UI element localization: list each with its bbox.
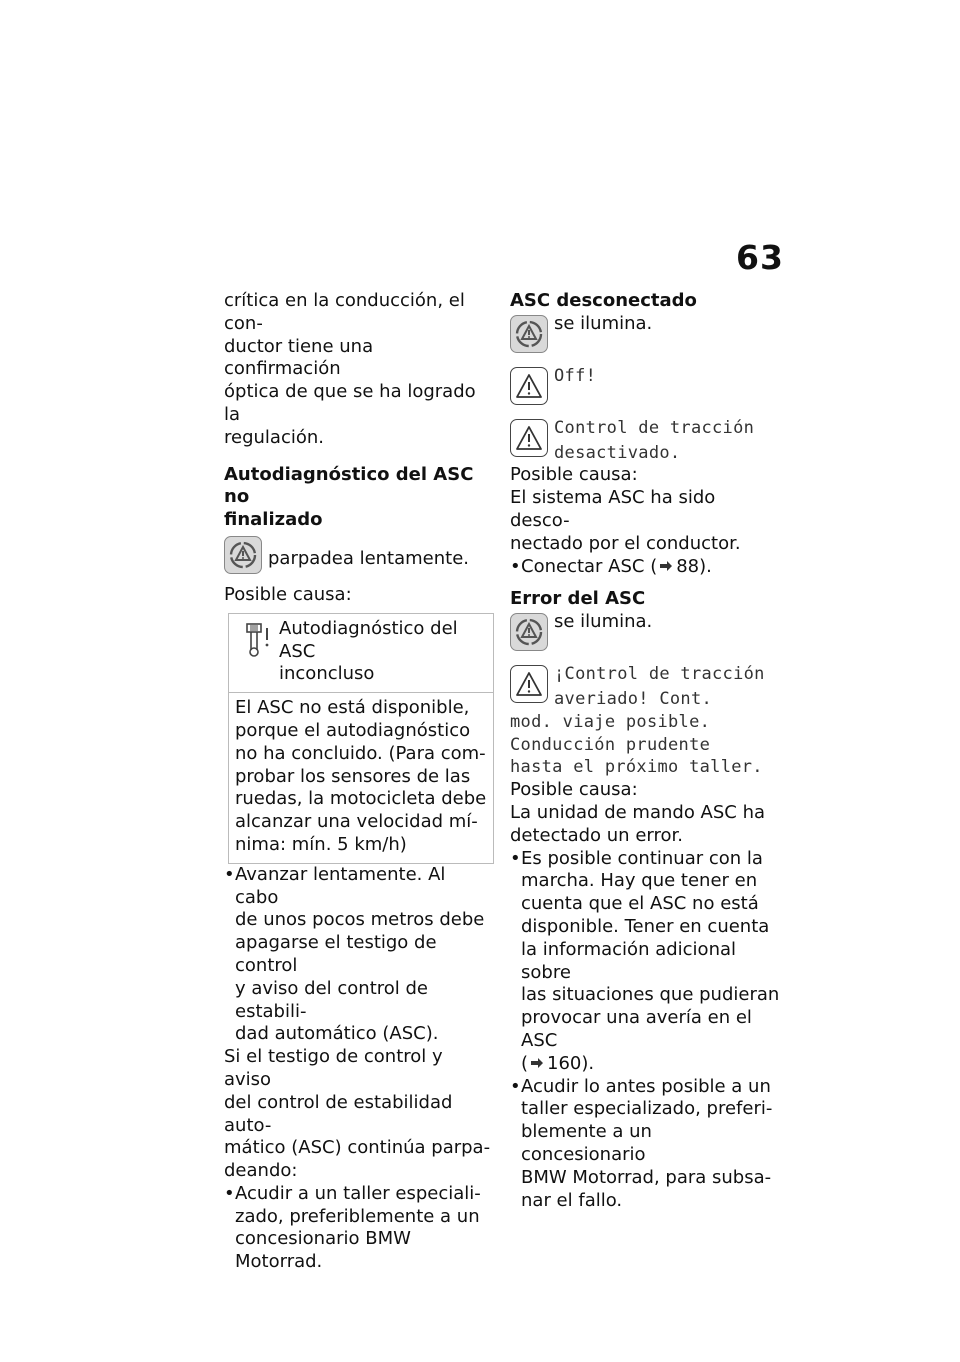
display-message [510,661,780,711]
table-header-line: Autodiagnóstico del ASC [279,617,458,662]
bullet-line: de unos pocos metros debe [235,909,485,931]
bullet-icon: • [224,1182,235,1204]
asc-warning-light-icon [510,613,548,651]
intro-line: óptica de que se ha logrado la [224,381,476,425]
page-reference[interactable]: 88). [676,555,712,577]
page-reference[interactable]: 160). [547,1052,595,1074]
intro-line: crítica en la conducción, el con- [224,290,465,334]
bullet-icon: • [224,863,235,885]
table-body-line: ruedas, la motocicleta debe [235,788,487,810]
section-heading: finalizado [224,509,323,531]
asc-warning-light-icon [224,536,262,574]
bullet-line: apagarse el testigo de control [235,932,437,976]
bullet-icon: • [510,555,521,577]
display-message-text: mod. viaje posible. [510,711,711,732]
bullet-text: ( [521,1052,529,1074]
sensor-fault-icon [235,618,279,686]
bullet-icon: • [510,847,521,869]
bullet-line: las situaciones que pudieran [521,984,780,1006]
display-message [510,415,780,465]
bullet-line: marcha. Hay que tener en [521,870,758,892]
display-message [510,363,780,405]
cause-table-body [229,693,493,863]
paragraph-line: del control de estabilidad auto- [224,1091,453,1136]
paragraph-line: deando: [224,1160,298,1182]
bullet-line: nar el fallo. [521,1189,623,1211]
bullet-line: cuenta que el ASC no está [521,893,759,915]
list-item [224,864,494,1046]
indicator-text: parpadea lentamente. [268,547,470,569]
paragraph-line: Si el testigo de control y aviso [224,1046,443,1090]
table-body-line: no ha concluido. (Para com- [235,742,486,764]
bullet-line: zado, preferiblemente a un [235,1205,480,1227]
table-body-line: alcanzar una velocidad mí- [235,811,478,833]
bullet-line: la información adicional sobre [521,938,737,983]
table-body-line: nima: mín. 5 km/h) [235,833,407,855]
bullet-line: BMW Motorrad, para subsa- [521,1166,772,1188]
bullet-line: taller especializado, preferi- [521,1098,773,1120]
list-item [224,1183,494,1274]
section-heading: Autodiagnóstico del ASC no [224,463,474,508]
bullet-line: Acudir a un taller especiali- [235,1182,481,1204]
display-message-text: desactivado. [554,442,681,463]
display-message-text: Conducción prudente [510,734,711,755]
indicator-text: se ilumina. [554,611,653,633]
bullet-line: y aviso del control de estabili- [235,977,429,1022]
left-column [224,290,494,1274]
asc-warning-light-icon [510,315,548,353]
cause-line: La unidad de mando ASC ha [510,801,766,823]
bullet-line: Avanzar lentamente. Al cabo [235,863,446,908]
bullet-line: blemente a un concesionario [521,1121,652,1165]
intro-line: ductor tiene una confirmación [224,335,374,380]
table-body-line: probar los sensores de las [235,765,471,787]
page-reference-arrow-icon [659,559,673,573]
right-column [510,290,780,1212]
cause-line: nectado por el conductor. [510,532,741,554]
display-message-text: averiado! Cont. [554,688,713,709]
display-message-text: Off! [554,365,597,386]
table-body-line: El ASC no está disponible, [235,697,470,719]
table-header-line: inconcluso [279,663,375,685]
cause-table [228,613,494,864]
bullet-line: dad automático (ASC). [235,1023,439,1045]
cause-line: El sistema ASC ha sido desco- [510,487,716,531]
list-item [510,1076,780,1213]
display-message-text: hasta el próximo taller. [510,757,763,778]
bullet-line [521,1053,780,1076]
page-reference-arrow-icon [530,1056,544,1070]
list-item [510,556,780,579]
warning-triangle-icon [510,419,548,457]
cause-label: Posible causa: [510,464,638,486]
indicator-row [224,532,494,574]
bullet-line: Es posible continuar con la [521,847,763,869]
section-heading: Error del ASC [510,588,646,610]
indicator-row [510,311,780,353]
list-item [510,848,780,1076]
page-number: 63 [736,238,784,277]
warning-triangle-icon [510,665,548,703]
bullet-line: Acudir lo antes posible a un [521,1075,771,1097]
cause-label: Posible causa: [224,583,352,605]
paragraph-line: mático (ASC) continúa parpa- [224,1137,491,1159]
bullet-text: Conectar ASC ( [521,555,658,577]
bullet-line [521,556,780,579]
indicator-text: se ilumina. [554,312,653,334]
cause-line: detectado un error. [510,824,683,846]
section-heading: ASC desconectado [510,290,697,311]
table-body-line: porque el autodiagnóstico [235,719,471,741]
bullet-line: concesionario BMW Motorrad. [235,1228,411,1273]
display-message-text: ¡Control de tracción [554,664,765,685]
indicator-row [510,609,780,651]
bullet-icon: • [510,1075,521,1097]
warning-triangle-icon [510,367,548,405]
bullet-line: provocar una avería en el ASC [521,1007,752,1051]
cause-label: Posible causa: [510,779,638,801]
display-message-text: Control de tracción [554,417,755,438]
bullet-line: disponible. Tener en cuenta [521,915,770,937]
intro-line: regulación. [224,426,324,448]
cause-table-header [229,614,493,693]
